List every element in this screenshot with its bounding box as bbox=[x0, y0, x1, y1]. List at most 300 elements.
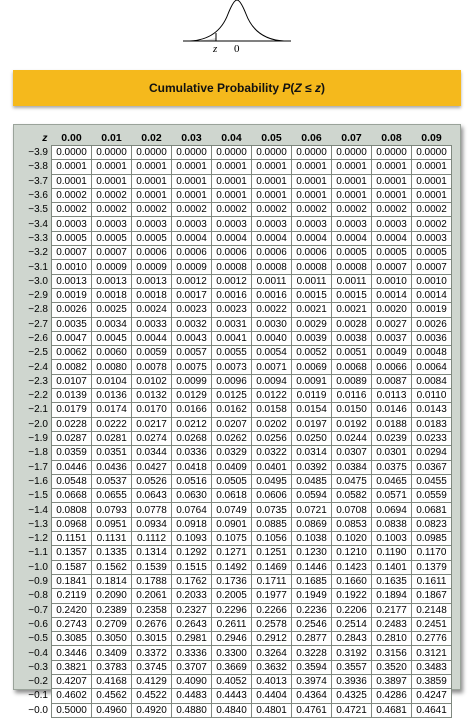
probability-cell: 0.1515 bbox=[172, 560, 212, 574]
column-header: 0.02 bbox=[141, 132, 162, 144]
z-value: −1.1 bbox=[28, 547, 48, 559]
probability-cell: 0.2776 bbox=[412, 632, 452, 646]
probability-cell: 0.0062 bbox=[52, 346, 92, 360]
probability-cell: 0.0000 bbox=[52, 146, 92, 160]
table-row bbox=[18, 246, 452, 260]
probability-cell: 0.0096 bbox=[212, 374, 252, 388]
probability-cell: 0.4801 bbox=[252, 703, 292, 717]
probability-cell: 0.0019 bbox=[412, 303, 452, 317]
probability-cell: 0.0018 bbox=[92, 288, 132, 302]
probability-cell: 0.3483 bbox=[412, 660, 452, 674]
table-row bbox=[18, 646, 452, 660]
probability-cell: 0.0102 bbox=[132, 374, 172, 388]
z-value: −1.0 bbox=[28, 561, 48, 573]
probability-cell: 0.0022 bbox=[252, 303, 292, 317]
probability-cell: 0.1093 bbox=[172, 532, 212, 546]
probability-cell: 0.4404 bbox=[252, 689, 292, 703]
probability-cell: 0.0059 bbox=[132, 346, 172, 360]
z-value: −0.2 bbox=[28, 676, 48, 688]
probability-cell: 0.0001 bbox=[52, 174, 92, 188]
probability-cell: 0.0069 bbox=[292, 360, 332, 374]
probability-cell: 0.4681 bbox=[372, 703, 412, 717]
probability-cell: 0.0001 bbox=[172, 160, 212, 174]
probability-cell: 0.3050 bbox=[92, 632, 132, 646]
probability-cell: 0.0025 bbox=[92, 303, 132, 317]
probability-cell: 0.0968 bbox=[52, 517, 92, 531]
probability-cell: 0.0183 bbox=[412, 417, 452, 431]
probability-cell: 0.0023 bbox=[212, 303, 252, 317]
probability-cell: 0.0020 bbox=[372, 303, 412, 317]
table-row bbox=[18, 317, 452, 331]
title-bar bbox=[13, 70, 461, 106]
probability-cell: 0.0808 bbox=[52, 503, 92, 517]
table-row bbox=[18, 331, 452, 345]
probability-cell: 0.0001 bbox=[172, 188, 212, 202]
table-row bbox=[18, 703, 452, 717]
table-row bbox=[18, 460, 452, 474]
table-row bbox=[18, 474, 452, 488]
probability-cell: 0.0023 bbox=[172, 303, 212, 317]
probability-cell: 0.4761 bbox=[292, 703, 332, 717]
z-value: −2.2 bbox=[28, 390, 48, 402]
probability-cell: 0.2578 bbox=[252, 617, 292, 631]
probability-cell: 0.0036 bbox=[412, 331, 452, 345]
probability-cell: 0.0401 bbox=[252, 460, 292, 474]
z-value: −3.7 bbox=[28, 175, 48, 187]
probability-cell: 0.0146 bbox=[372, 403, 412, 417]
table-row bbox=[18, 146, 452, 160]
probability-cell: 0.0044 bbox=[132, 331, 172, 345]
probability-cell: 0.0485 bbox=[292, 474, 332, 488]
probability-cell: 0.0197 bbox=[292, 417, 332, 431]
z-value: −0.4 bbox=[28, 647, 48, 659]
probability-cell: 0.1401 bbox=[372, 560, 412, 574]
probability-cell: 0.0154 bbox=[292, 403, 332, 417]
probability-cell: 0.0139 bbox=[52, 389, 92, 403]
probability-cell: 0.0060 bbox=[92, 346, 132, 360]
probability-cell: 0.2236 bbox=[292, 603, 332, 617]
table-row bbox=[18, 603, 452, 617]
probability-cell: 0.0000 bbox=[92, 146, 132, 160]
probability-cell: 0.4721 bbox=[332, 703, 372, 717]
probability-cell: 0.0001 bbox=[292, 160, 332, 174]
probability-cell: 0.4920 bbox=[132, 703, 172, 717]
probability-cell: 0.0749 bbox=[212, 503, 252, 517]
probability-cell: 0.0571 bbox=[372, 489, 412, 503]
z-value: −3.2 bbox=[28, 247, 48, 259]
probability-cell: 0.2709 bbox=[92, 617, 132, 631]
probability-cell: 0.0901 bbox=[212, 517, 252, 531]
probability-cell: 0.0007 bbox=[52, 246, 92, 260]
probability-cell: 0.0869 bbox=[292, 517, 332, 531]
probability-cell: 0.4641 bbox=[412, 703, 452, 717]
probability-cell: 0.0007 bbox=[372, 260, 412, 274]
probability-cell: 0.0045 bbox=[92, 331, 132, 345]
probability-cell: 0.0068 bbox=[332, 360, 372, 374]
probability-cell: 0.0004 bbox=[252, 231, 292, 245]
probability-cell: 0.0001 bbox=[132, 188, 172, 202]
probability-cell: 0.0008 bbox=[292, 260, 332, 274]
probability-cell: 0.1685 bbox=[292, 574, 332, 588]
probability-cell: 0.0009 bbox=[172, 260, 212, 274]
probability-cell: 0.0582 bbox=[332, 489, 372, 503]
probability-cell: 0.0006 bbox=[212, 246, 252, 260]
probability-cell: 0.1335 bbox=[92, 546, 132, 560]
probability-cell: 0.1469 bbox=[252, 560, 292, 574]
z-value: −0.9 bbox=[28, 576, 48, 588]
probability-cell: 0.0006 bbox=[172, 246, 212, 260]
probability-cell: 0.0132 bbox=[132, 389, 172, 403]
probability-cell: 0.0002 bbox=[332, 203, 372, 217]
probability-cell: 0.0384 bbox=[332, 460, 372, 474]
column-header: 0.09 bbox=[421, 132, 442, 144]
probability-cell: 0.1314 bbox=[132, 546, 172, 560]
probability-cell: 0.0029 bbox=[292, 317, 332, 331]
probability-cell: 0.1112 bbox=[132, 532, 172, 546]
probability-cell: 0.0170 bbox=[132, 403, 172, 417]
probability-cell: 0.0409 bbox=[212, 460, 252, 474]
probability-cell: 0.0001 bbox=[332, 174, 372, 188]
probability-cell: 0.0344 bbox=[132, 446, 172, 460]
probability-cell: 0.3264 bbox=[252, 646, 292, 660]
table-row bbox=[18, 274, 452, 288]
probability-cell: 0.0179 bbox=[52, 403, 92, 417]
z-table-panel bbox=[13, 124, 461, 716]
table-row bbox=[18, 374, 452, 388]
probability-cell: 0.0002 bbox=[52, 203, 92, 217]
probability-cell: 0.0028 bbox=[332, 317, 372, 331]
probability-cell: 0.0000 bbox=[212, 146, 252, 160]
probability-cell: 0.3372 bbox=[132, 646, 172, 660]
probability-cell: 0.0322 bbox=[252, 446, 292, 460]
probability-cell: 0.4168 bbox=[92, 674, 132, 688]
probability-cell: 0.0119 bbox=[292, 389, 332, 403]
probability-cell: 0.0129 bbox=[172, 389, 212, 403]
probability-cell: 0.1038 bbox=[292, 532, 332, 546]
probability-cell: 0.1867 bbox=[412, 589, 452, 603]
probability-cell: 0.1292 bbox=[172, 546, 212, 560]
probability-cell: 0.2946 bbox=[212, 632, 252, 646]
probability-cell: 0.0778 bbox=[132, 503, 172, 517]
table-row bbox=[18, 231, 452, 245]
probability-cell: 0.0040 bbox=[252, 331, 292, 345]
probability-cell: 0.0001 bbox=[412, 160, 452, 174]
z-value: −0.0 bbox=[28, 704, 48, 716]
z-value: −3.8 bbox=[28, 161, 48, 173]
probability-cell: 0.1539 bbox=[132, 560, 172, 574]
probability-cell: 0.0721 bbox=[292, 503, 332, 517]
probability-cell: 0.5000 bbox=[52, 703, 92, 717]
probability-cell: 0.0037 bbox=[372, 331, 412, 345]
probability-cell: 0.0694 bbox=[372, 503, 412, 517]
probability-cell: 0.0035 bbox=[52, 317, 92, 331]
probability-cell: 0.0002 bbox=[52, 188, 92, 202]
probability-cell: 0.0104 bbox=[92, 374, 132, 388]
probability-cell: 0.0918 bbox=[172, 517, 212, 531]
column-header: 0.03 bbox=[181, 132, 202, 144]
probability-cell: 0.3745 bbox=[132, 660, 172, 674]
probability-cell: 0.0001 bbox=[252, 188, 292, 202]
probability-cell: 0.3859 bbox=[412, 674, 452, 688]
probability-cell: 0.0000 bbox=[372, 146, 412, 160]
probability-cell: 0.3409 bbox=[92, 646, 132, 660]
probability-cell: 0.0002 bbox=[372, 203, 412, 217]
probability-cell: 0.0002 bbox=[412, 217, 452, 231]
probability-cell: 0.2061 bbox=[132, 589, 172, 603]
probability-cell: 0.4364 bbox=[292, 689, 332, 703]
probability-cell: 0.0071 bbox=[252, 360, 292, 374]
probability-cell: 0.0032 bbox=[172, 317, 212, 331]
probability-cell: 0.3228 bbox=[292, 646, 332, 660]
probability-cell: 0.1151 bbox=[52, 532, 92, 546]
probability-cell: 0.1922 bbox=[332, 589, 372, 603]
probability-cell: 0.0162 bbox=[212, 403, 252, 417]
probability-cell: 0.0015 bbox=[292, 288, 332, 302]
probability-cell: 0.0526 bbox=[132, 474, 172, 488]
probability-cell: 0.3300 bbox=[212, 646, 252, 660]
zero-label: 0 bbox=[234, 43, 240, 55]
probability-cell: 0.0375 bbox=[372, 460, 412, 474]
z-value: −1.9 bbox=[28, 433, 48, 445]
table-row bbox=[18, 346, 452, 360]
probability-cell: 0.1190 bbox=[372, 546, 412, 560]
probability-cell: 0.0113 bbox=[372, 389, 412, 403]
probability-cell: 0.0002 bbox=[172, 203, 212, 217]
probability-cell: 0.0014 bbox=[372, 288, 412, 302]
probability-cell: 0.0174 bbox=[92, 403, 132, 417]
probability-cell: 0.0003 bbox=[332, 217, 372, 231]
probability-cell: 0.3446 bbox=[52, 646, 92, 660]
probability-cell: 0.0735 bbox=[252, 503, 292, 517]
probability-cell: 0.0001 bbox=[332, 188, 372, 202]
table-row bbox=[18, 589, 452, 603]
z-value: −1.5 bbox=[28, 490, 48, 502]
normal-curve-figure bbox=[0, 0, 474, 58]
probability-cell: 0.0202 bbox=[252, 417, 292, 431]
z-value: −1.4 bbox=[28, 504, 48, 516]
probability-cell: 0.1762 bbox=[172, 574, 212, 588]
probability-cell: 0.0021 bbox=[292, 303, 332, 317]
probability-cell: 0.4483 bbox=[172, 689, 212, 703]
probability-cell: 0.0006 bbox=[252, 246, 292, 260]
probability-cell: 0.0006 bbox=[292, 246, 332, 260]
probability-cell: 0.1635 bbox=[372, 574, 412, 588]
probability-cell: 0.0013 bbox=[52, 274, 92, 288]
probability-cell: 0.0559 bbox=[412, 489, 452, 503]
probability-cell: 0.2358 bbox=[132, 603, 172, 617]
probability-cell: 0.0006 bbox=[132, 246, 172, 260]
probability-cell: 0.0505 bbox=[212, 474, 252, 488]
probability-cell: 0.2483 bbox=[372, 617, 412, 631]
probability-cell: 0.0392 bbox=[292, 460, 332, 474]
z-value: −2.3 bbox=[28, 375, 48, 387]
probability-cell: 0.0003 bbox=[372, 217, 412, 231]
probability-cell: 0.0823 bbox=[412, 517, 452, 531]
z-value: −2.7 bbox=[28, 318, 48, 330]
probability-cell: 0.0465 bbox=[372, 474, 412, 488]
z-value: −2.9 bbox=[28, 290, 48, 302]
z-value: −1.7 bbox=[28, 461, 48, 473]
probability-cell: 0.0099 bbox=[172, 374, 212, 388]
column-header: 0.00 bbox=[61, 132, 82, 144]
probability-cell: 0.1977 bbox=[252, 589, 292, 603]
probability-cell: 0.0011 bbox=[332, 274, 372, 288]
probability-cell: 0.0885 bbox=[252, 517, 292, 531]
probability-cell: 0.0002 bbox=[92, 188, 132, 202]
probability-cell: 0.0055 bbox=[212, 346, 252, 360]
probability-cell: 0.4840 bbox=[212, 703, 252, 717]
probability-cell: 0.0015 bbox=[332, 288, 372, 302]
probability-cell: 0.0013 bbox=[132, 274, 172, 288]
probability-cell: 0.4880 bbox=[172, 703, 212, 717]
probability-cell: 0.0021 bbox=[332, 303, 372, 317]
probability-cell: 0.0000 bbox=[252, 146, 292, 160]
probability-cell: 0.0026 bbox=[52, 303, 92, 317]
probability-cell: 0.0630 bbox=[172, 489, 212, 503]
table-row bbox=[18, 203, 452, 217]
probability-cell: 0.0002 bbox=[132, 203, 172, 217]
probability-cell: 0.0005 bbox=[92, 231, 132, 245]
probability-cell: 0.1423 bbox=[332, 560, 372, 574]
probability-cell: 0.0018 bbox=[132, 288, 172, 302]
probability-cell: 0.3520 bbox=[372, 660, 412, 674]
probability-cell: 0.0838 bbox=[372, 517, 412, 531]
z-value: −2.8 bbox=[28, 304, 48, 316]
probability-cell: 0.0011 bbox=[252, 274, 292, 288]
probability-cell: 0.0934 bbox=[132, 517, 172, 531]
probability-cell: 0.3121 bbox=[412, 646, 452, 660]
probability-cell: 0.3821 bbox=[52, 660, 92, 674]
probability-cell: 0.0301 bbox=[372, 446, 412, 460]
probability-cell: 0.0001 bbox=[212, 174, 252, 188]
probability-cell: 0.0708 bbox=[332, 503, 372, 517]
z-value: −0.5 bbox=[28, 633, 48, 645]
probability-cell: 0.0031 bbox=[212, 317, 252, 331]
probability-cell: 0.4960 bbox=[92, 703, 132, 717]
probability-cell: 0.0001 bbox=[132, 174, 172, 188]
probability-cell: 0.4325 bbox=[332, 689, 372, 703]
probability-cell: 0.0014 bbox=[412, 288, 452, 302]
probability-cell: 0.1003 bbox=[372, 532, 412, 546]
probability-cell: 0.0001 bbox=[92, 160, 132, 174]
probability-cell: 0.0418 bbox=[172, 460, 212, 474]
probability-cell: 0.0024 bbox=[132, 303, 172, 317]
probability-cell: 0.1611 bbox=[412, 574, 452, 588]
probability-cell: 0.0027 bbox=[372, 317, 412, 331]
probability-cell: 0.2514 bbox=[332, 617, 372, 631]
z-label: z bbox=[213, 43, 218, 55]
probability-cell: 0.2389 bbox=[92, 603, 132, 617]
probability-cell: 0.0951 bbox=[92, 517, 132, 531]
z-value: −0.6 bbox=[28, 618, 48, 630]
probability-cell: 0.1660 bbox=[332, 574, 372, 588]
probability-cell: 0.0010 bbox=[52, 260, 92, 274]
probability-cell: 0.0150 bbox=[332, 403, 372, 417]
probability-cell: 0.3156 bbox=[372, 646, 412, 660]
probability-cell: 0.0475 bbox=[332, 474, 372, 488]
probability-cell: 0.0548 bbox=[52, 474, 92, 488]
probability-cell: 0.0001 bbox=[172, 174, 212, 188]
probability-cell: 0.0084 bbox=[412, 374, 452, 388]
probability-cell: 0.0001 bbox=[252, 160, 292, 174]
probability-cell: 0.0618 bbox=[212, 489, 252, 503]
probability-cell: 0.0002 bbox=[252, 203, 292, 217]
z-value: −3.5 bbox=[28, 204, 48, 216]
probability-cell: 0.3336 bbox=[172, 646, 212, 660]
probability-cell: 0.0034 bbox=[92, 317, 132, 331]
probability-cell: 0.3783 bbox=[92, 660, 132, 674]
probability-cell: 0.4522 bbox=[132, 689, 172, 703]
probability-cell: 0.0010 bbox=[372, 274, 412, 288]
curve-line bbox=[190, 0, 284, 41]
probability-cell: 0.0005 bbox=[332, 246, 372, 260]
probability-cell: 0.2266 bbox=[252, 603, 292, 617]
column-header: 0.06 bbox=[301, 132, 322, 144]
table-row bbox=[18, 217, 452, 231]
probability-cell: 0.4562 bbox=[92, 689, 132, 703]
table-row bbox=[18, 303, 452, 317]
z-value: −3.3 bbox=[28, 232, 48, 244]
table-row bbox=[18, 617, 452, 631]
probability-cell: 0.4247 bbox=[412, 689, 452, 703]
table-row bbox=[18, 632, 452, 646]
probability-cell: 0.0001 bbox=[132, 160, 172, 174]
probability-cell: 0.0002 bbox=[412, 203, 452, 217]
probability-cell: 0.4090 bbox=[172, 674, 212, 688]
probability-cell: 0.1841 bbox=[52, 574, 92, 588]
z-value: −2.1 bbox=[28, 404, 48, 416]
probability-cell: 0.0039 bbox=[292, 331, 332, 345]
z-value: −0.1 bbox=[28, 690, 48, 702]
probability-cell: 0.1446 bbox=[292, 560, 332, 574]
probability-cell: 0.0003 bbox=[92, 217, 132, 231]
probability-cell: 0.2206 bbox=[332, 603, 372, 617]
probability-cell: 0.0274 bbox=[132, 431, 172, 445]
probability-cell: 0.3594 bbox=[292, 660, 332, 674]
probability-cell: 0.2177 bbox=[372, 603, 412, 617]
probability-cell: 0.0212 bbox=[172, 417, 212, 431]
probability-cell: 0.0016 bbox=[212, 288, 252, 302]
probability-cell: 0.0287 bbox=[52, 431, 92, 445]
probability-cell: 0.0668 bbox=[52, 489, 92, 503]
probability-cell: 0.0764 bbox=[172, 503, 212, 517]
probability-cell: 0.0001 bbox=[412, 188, 452, 202]
table-title: Cumulative Probability P(Z ≤ z) bbox=[149, 81, 325, 95]
probability-cell: 0.2546 bbox=[292, 617, 332, 631]
probability-cell: 0.0049 bbox=[372, 346, 412, 360]
probability-cell: 0.0314 bbox=[292, 446, 332, 460]
probability-cell: 0.0136 bbox=[92, 389, 132, 403]
probability-cell: 0.3897 bbox=[372, 674, 412, 688]
probability-cell: 0.2090 bbox=[92, 589, 132, 603]
probability-cell: 0.0007 bbox=[412, 260, 452, 274]
probability-cell: 0.0268 bbox=[172, 431, 212, 445]
probability-cell: 0.0087 bbox=[372, 374, 412, 388]
probability-cell: 0.2810 bbox=[372, 632, 412, 646]
table-row bbox=[18, 188, 452, 202]
column-header: 0.05 bbox=[261, 132, 282, 144]
probability-cell: 0.0004 bbox=[212, 231, 252, 245]
probability-cell: 0.0606 bbox=[252, 489, 292, 503]
probability-cell: 0.1251 bbox=[252, 546, 292, 560]
probability-cell: 0.0054 bbox=[252, 346, 292, 360]
probability-cell: 0.0026 bbox=[412, 317, 452, 331]
probability-cell: 0.2451 bbox=[412, 617, 452, 631]
probability-cell: 0.1562 bbox=[92, 560, 132, 574]
probability-cell: 0.0073 bbox=[212, 360, 252, 374]
probability-cell: 0.2743 bbox=[52, 617, 92, 631]
probability-cell: 0.0853 bbox=[332, 517, 372, 531]
